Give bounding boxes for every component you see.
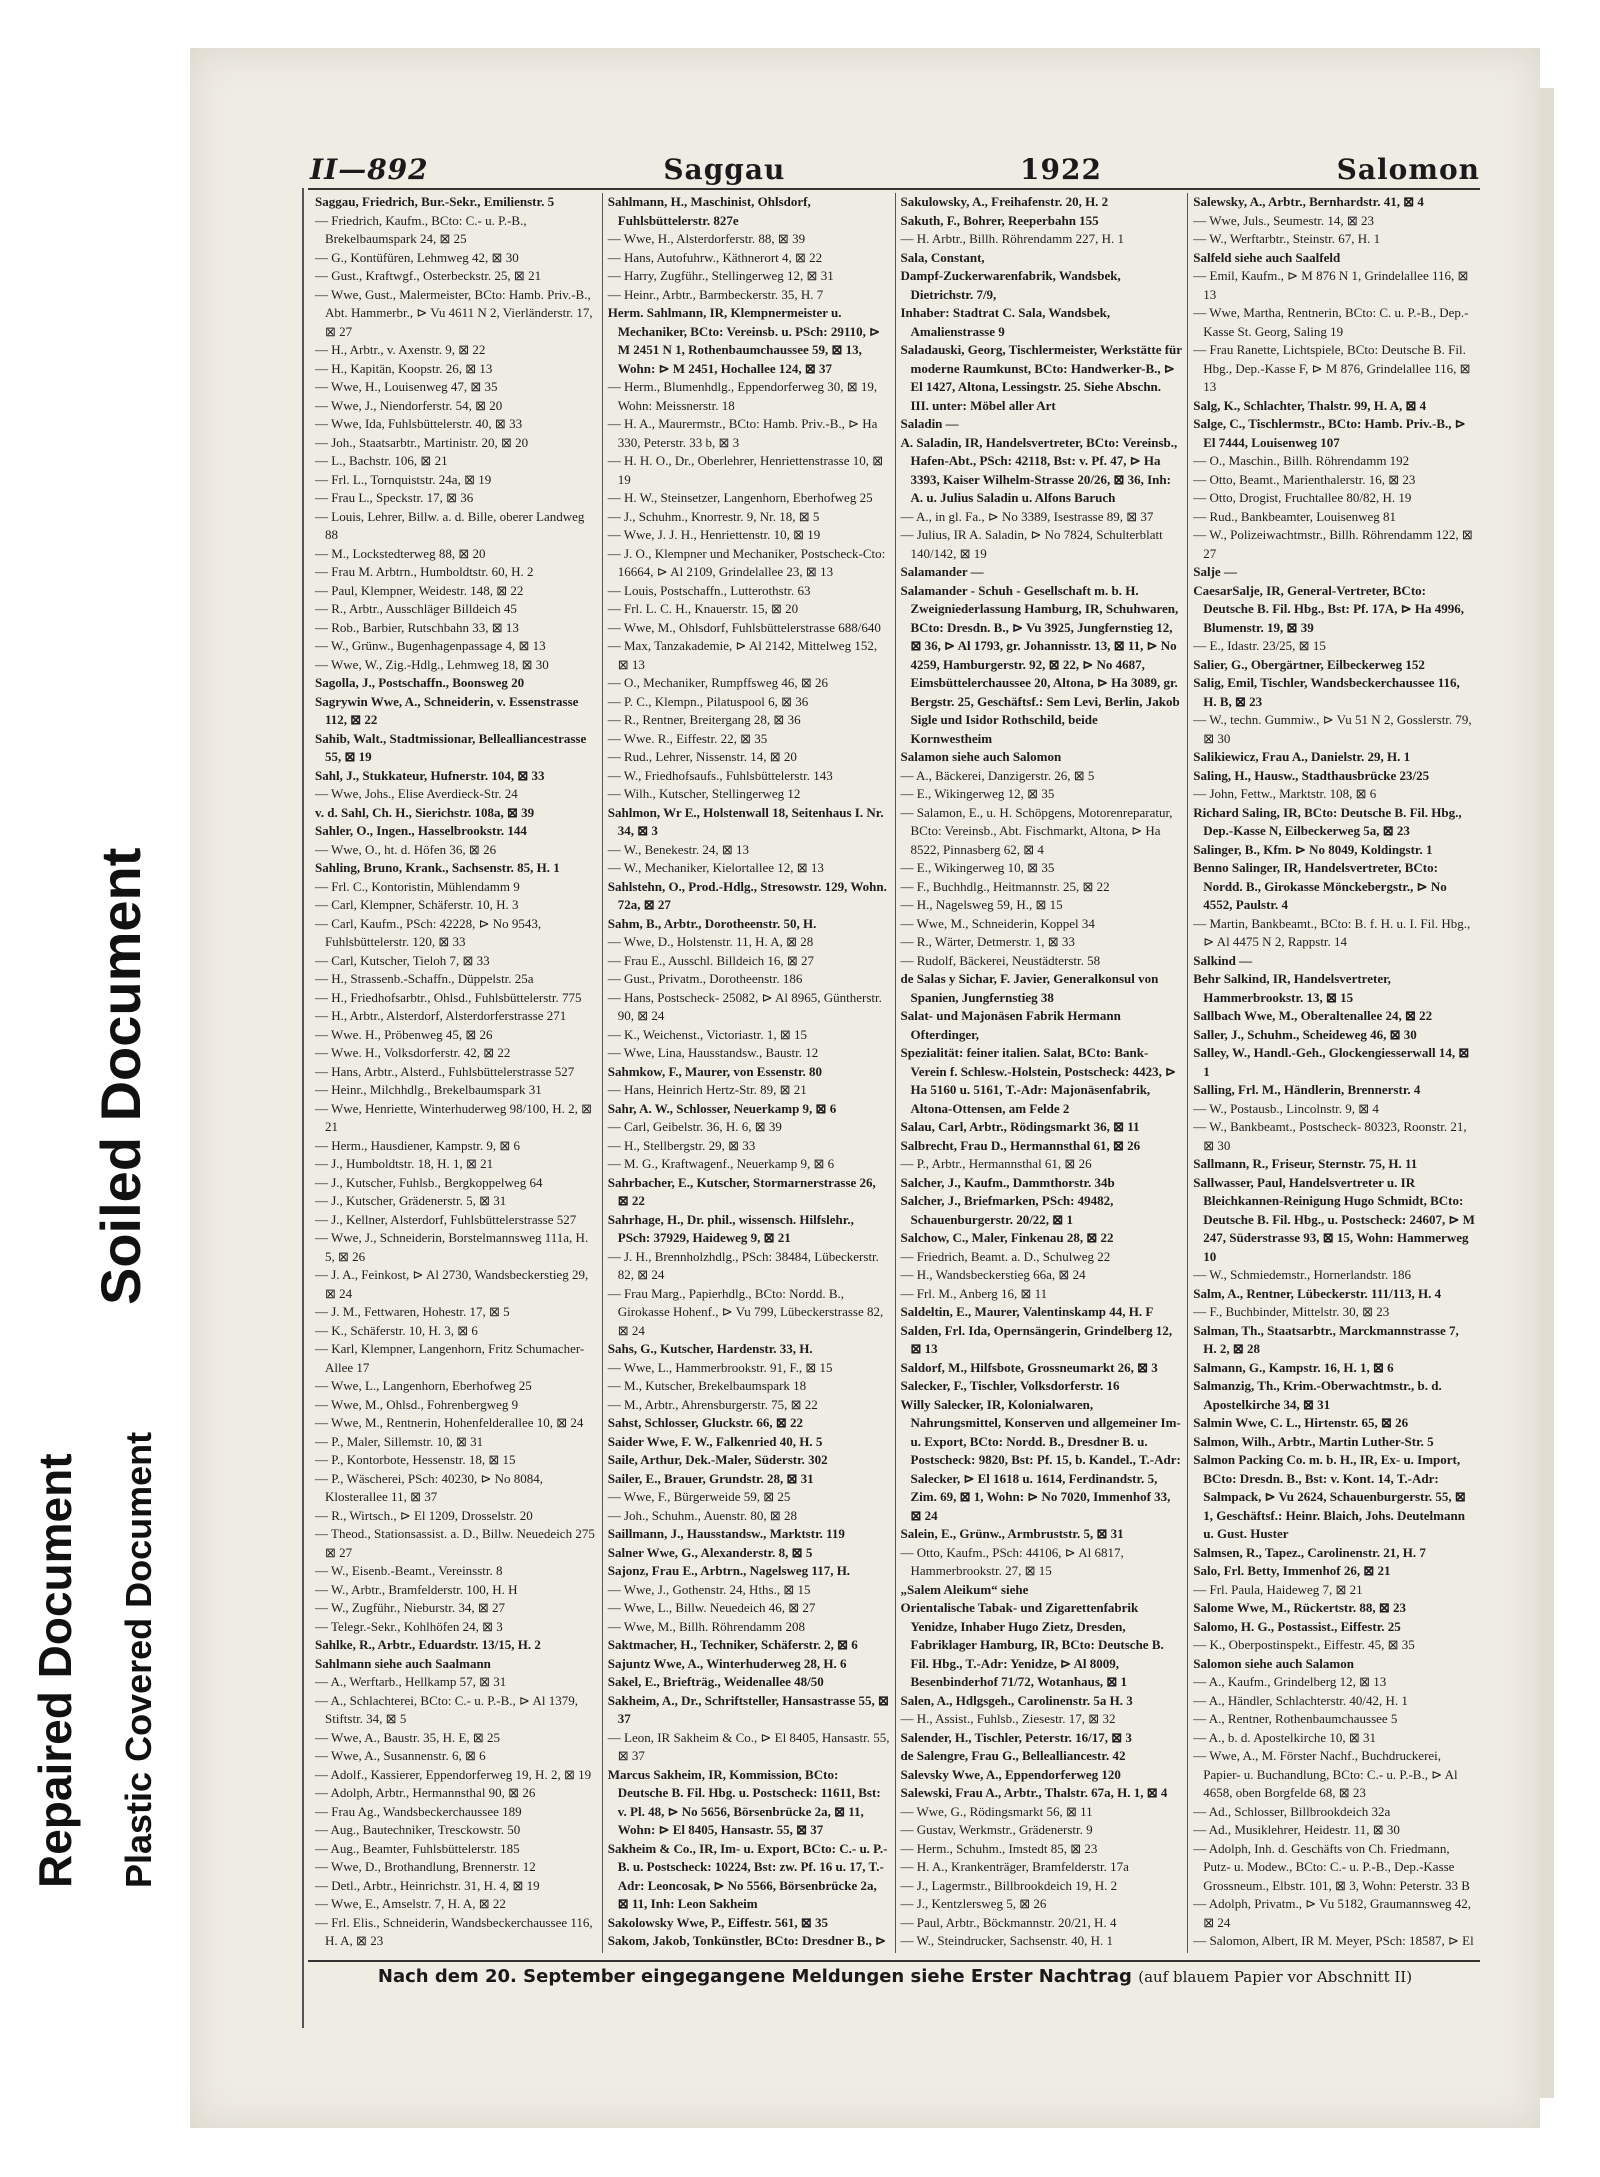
directory-entry: Orientalische Tabak- und Zigarettenfabrik Yenidze, Inhaber Hugo Zietz, Dresden, Fabriklager Hamburg, IR, BCto: Deutsche B. Fil. Hbg., T.-Adr: Yenidze, ⊳ Al 8009, Besenbinderhof 71/72, Wotanhaus, ⊠ 1 bbox=[900, 1600, 1164, 1689]
directory-entry: Sahlmann, H., Maschinist, Ohlsdorf, Fuhlsbüttelerstr. 827e bbox=[607, 194, 811, 228]
directory-entry: — Wwe, M., Billh. Röhrendamm 208 bbox=[607, 1618, 806, 1634]
directory-entry: — H., Kapitän, Koopstr. 26, ⊠ 13 bbox=[315, 360, 493, 376]
directory-entry: — Wwe, A., Baustr. 35, H. E, ⊠ 25 bbox=[315, 1729, 501, 1745]
directory-entry: — H. A., Krankenträger, Bramfelderstr. 17a bbox=[900, 1859, 1129, 1874]
directory-entry: — Frl. L., Tornquiststr. 24a, ⊠ 19 bbox=[315, 471, 492, 487]
directory-entry: Sahlstehn, O., Prod.-Hdlg., Stresowstr. 129, Wohn. 72a, ⊠ 27 bbox=[607, 878, 887, 912]
directory-entry: — Frl. C., Kontoristin, Mühlendamm 9 bbox=[315, 878, 520, 894]
directory-entry: — Ad., Musiklehrer, Heidestr. 11, ⊠ 30 bbox=[1193, 1822, 1400, 1837]
directory-entry: — R., Rentner, Breitergang 28, ⊠ 36 bbox=[607, 712, 801, 727]
directory-entry: Sajuntz Wwe, A., Winterhuderweg 28, H. 6 bbox=[607, 1655, 847, 1671]
directory-entry: — A., Händler, Schlachterstr. 40/42, H. 1 bbox=[1193, 1692, 1408, 1708]
directory-entry: — Wwe, M., Ohlsd., Fohrenbergweg 9 bbox=[315, 1396, 519, 1412]
directory-entry: Sallwasser, Paul, Handelsvertreter u. IR Bleichkannen-Reinigung Hugo Schmidt, BCto: Deutsche B. Fil. Hbg., u. Postscheck: 24607, ⊳ M 247, Süderstrasse 93, ⊠ 15, Wohn: Hammerweg 10 bbox=[1193, 1174, 1475, 1264]
directory-entry: Dampf-Zuckerwarenfabrik, Wandsbek, Dietrichstr. 7/9, bbox=[900, 268, 1121, 302]
directory-entry: Salman, Th., Staatsarbtr., Marckmannstrasse 7, H. 2, ⊠ 28 bbox=[1193, 1322, 1459, 1356]
directory-entry: — H. H. O., Dr., Oberlehrer, Henriettenstrasse 10, ⊠ 19 bbox=[607, 453, 884, 487]
directory-entry: — W., Polizeiwachtmstr., Billh. Röhrendamm 122, ⊠ 27 bbox=[1193, 527, 1473, 561]
directory-entry: Salmin Wwe, C. L., Hirtenstr. 65, ⊠ 26 bbox=[1193, 1415, 1409, 1430]
directory-entry: — Adolf., Kassierer, Eppendorferweg 19, H. 2, ⊠ 19 bbox=[315, 1766, 592, 1782]
directory-entry: — M., Kutscher, Brekelbaumspark 18 bbox=[607, 1378, 807, 1393]
directory-entry: — W., Arbtr., Bramfelderstr. 100, H. H bbox=[315, 1581, 518, 1597]
column-2 bbox=[603, 193, 896, 1953]
directory-entry: Salen, A., Hdlgsgeh., Carolinenstr. 5a H. 3 bbox=[900, 1692, 1133, 1708]
directory-entry: Salamander — bbox=[900, 564, 984, 579]
directory-entry: — Wwe, M., Ohlsdorf, Fuhlsbüttelerstrasse 688/640 bbox=[607, 619, 881, 635]
directory-entry: Salmon, Wilh., Arbtr., Martin Luther-Str. 5 bbox=[1193, 1433, 1434, 1449]
directory-entry: — Adolph, Inh. d. Geschäfts von Ch. Friedmann, Putz- u. Modew., BCto: C.- u. P.-B., Dep.-Kasse Grossneum., Elbstr. 101, ⊠ 3, Wohn: Peterstr. 33 B bbox=[1193, 1840, 1470, 1893]
directory-entry: Sakuth, F., Bohrer, Reeperbahn 155 bbox=[900, 212, 1099, 228]
directory-entry: — Wwe, Lina, Hausstandsw., Baustr. 12 bbox=[607, 1045, 819, 1060]
directory-entry: Sakel, E., Briefträg., Weidenallee 48/50 bbox=[607, 1674, 824, 1689]
directory-entry: Saillmann, J., Hausstandsw., Marktstr. 119 bbox=[607, 1526, 845, 1541]
directory-entry: Salmanzig, Th., Krim.-Oberwachtmstr., b. d. Apostelkirche 34, ⊠ 31 bbox=[1193, 1378, 1442, 1412]
directory-entry: — H. Arbtr., Billh. Röhrendamm 227, H. 1 bbox=[900, 231, 1125, 246]
directory-entry: Salmann, G., Kampstr. 16, H. 1, ⊠ 6 bbox=[1193, 1359, 1394, 1375]
directory-entry: Salau, Carl, Arbtr., Rödingsmarkt 36, ⊠ 11 bbox=[900, 1119, 1140, 1134]
directory-entry: Salomo, H. G., Postassist., Eiffestr. 25 bbox=[1193, 1618, 1401, 1634]
directory-entry: — Herm., Schuhm., Imstedt 85, ⊠ 23 bbox=[900, 1840, 1098, 1856]
directory-entry: Sala, Constant, bbox=[900, 249, 985, 265]
directory-entry: — A., b. d. Apostelkirche 10, ⊠ 31 bbox=[1193, 1729, 1377, 1745]
column-1 bbox=[310, 193, 603, 1953]
directory-entry: — Wwe, L., Billw. Neuedeich 46, ⊠ 27 bbox=[607, 1600, 816, 1615]
directory-entry: — Wwe, Ida, Fuhlsbüttelerstr. 40, ⊠ 33 bbox=[315, 416, 523, 431]
directory-entry: — Frau E., Ausschl. Billdeich 16, ⊠ 27 bbox=[607, 952, 814, 968]
directory-entry: — J., Kentzlersweg 5, ⊠ 26 bbox=[900, 1896, 1047, 1911]
directory-entry: — J. A., Feinkost, ⊳ Al 2730, Wandsbeckerstieg 29, ⊠ 24 bbox=[315, 1267, 589, 1301]
directory-entry: — J., Lagermstr., Billbrookdeich 19, H. 2 bbox=[900, 1877, 1118, 1893]
directory-entry: — Paul, Arbtr., Böckmannstr. 20/21, H. 4 bbox=[900, 1914, 1117, 1930]
directory-entry: Saladauski, Georg, Tischlermeister, Werkstätte für moderne Raumkunst, BCto: Handwerker-B., ⊳ El 1427, Altona, Lessingstr. 25. Siehe Abschn. III. unter: Möbel aller Art bbox=[900, 342, 1182, 413]
directory-entry: — Aug., Beamter, Fuhlsbüttelerstr. 185 bbox=[315, 1840, 520, 1856]
directory-entry: — W., Benekestr. 24, ⊠ 13 bbox=[607, 841, 749, 857]
directory-entry: — Wwe, Juls., Seumestr. 14, ⊠ 23 bbox=[1193, 212, 1374, 228]
directory-entry: Sakheim & Co., IR, Im- u. Export, BCto: C.- u. P.-B. u. Postscheck: 10224, Bst: zw. Pf. 16 u. 17, T.-Adr: Leoncosak, ⊳ No 5566, Börsenbrücke 2a, ⊠ 11, Inh: Leon Sakheim bbox=[607, 1840, 888, 1911]
directory-entry: v. d. Sahl, Ch. H., Sierichstr. 108a, ⊠ 39 bbox=[315, 804, 535, 820]
directory-entry: — Salomon, Albert, IR M. Meyer, PSch: 18587, ⊳ El bbox=[1193, 1933, 1474, 1948]
directory-entry: Sakulowsky, A., Freihafenstr. 20, H. 2 bbox=[900, 194, 1109, 209]
directory-entry: — Karl, Klempner, Langenhorn, Fritz Schumacher-Allee 17 bbox=[315, 1341, 585, 1375]
directory-entry: — W., Friedhofsaufs., Fuhlsbüttelerstr. 143 bbox=[607, 767, 833, 783]
directory-entry: „Salem Aleikum“ siehe bbox=[900, 1581, 1029, 1597]
directory-entry: — H., Strassenb.-Schaffn., Düppelstr. 25a bbox=[315, 971, 534, 986]
directory-entry: — Hans, Autofuhrw., Käthnerort 4, ⊠ 22 bbox=[607, 249, 823, 265]
directory-entry: — Friedrich, Beamt. a. D., Schulweg 22 bbox=[900, 1248, 1111, 1264]
directory-entry: — Wwe, O., ht. d. Höfen 36, ⊠ 26 bbox=[315, 841, 497, 857]
directory-entry: Sahlke, R., Arbtr., Eduardstr. 13/15, H. 2 bbox=[315, 1637, 541, 1652]
directory-entry: — W., Werftarbtr., Steinstr. 67, H. 1 bbox=[1193, 231, 1381, 246]
directory-entry: A. Saladin, IR, Handelsvertreter, BCto: Vereinsb., Hafen-Abt., PSch: 42118, Bst: v. Pf. 47, ⊳ Ha 3393, Kaiser Wilhelm-Strasse 20/26, ⊠ 36, Inh: A. u. Julius Saladin u. Alfons Baruch bbox=[900, 434, 1178, 505]
directory-entry: — Joh., Staatsarbtr., Martinistr. 20, ⊠ 20 bbox=[315, 434, 529, 450]
directory-entry: Richard Saling, IR, BCto: Deutsche B. Fil. Hbg., Dep.-Kasse N, Eilbeckerweg 5a, ⊠ 23 bbox=[1193, 804, 1462, 838]
directory-entry: — F., Buchhdlg., Heitmannstr. 25, ⊠ 22 bbox=[900, 878, 1110, 894]
directory-entry: — J. O., Klempner und Mechaniker, Postscheck-Cto: 16664, ⊳ Al 2109, Grindelallee 23, ⊠ 13 bbox=[607, 545, 886, 579]
directory-entry: — J., Kutscher, Grädenerstr. 5, ⊠ 31 bbox=[315, 1193, 507, 1208]
directory-entry: — John, Fettw., Marktstr. 108, ⊠ 6 bbox=[1193, 786, 1377, 801]
directory-entry: — A., Werftarb., Hellkamp 57, ⊠ 31 bbox=[315, 1674, 507, 1689]
directory-entry: — A., Rentner, Rothenbaumchaussee 5 bbox=[1193, 1711, 1398, 1726]
directory-entry: Sajonz, Frau E., Arbtrn., Nagelsweg 117, H. bbox=[607, 1563, 851, 1578]
directory-entry: Sahs, G., Kutscher, Hardenstr. 33, H. bbox=[607, 1341, 813, 1356]
directory-entry: Sahler, O., Ingen., Hasselbrookstr. 144 bbox=[315, 823, 527, 838]
directory-entry: — Frl. Elis., Schneiderin, Wandsbeckerchaussee 116, H. A, ⊠ 23 bbox=[315, 1914, 593, 1948]
directory-entry: — Paul, Klempner, Weidestr. 148, ⊠ 22 bbox=[315, 582, 524, 598]
directory-entry: — H., Stellbergstr. 29, ⊠ 33 bbox=[607, 1137, 756, 1153]
directory-entry: Sallmann, R., Friseur, Sternstr. 75, H. 11 bbox=[1193, 1156, 1418, 1171]
directory-entry: Salamander - Schuh - Gesellschaft m. b. H. Zweigniederlassung Hamburg, IR, Schuhwaren, BCto: Dresdn. B., ⊳ Vu 3925, Jungfernstieg 12, ⊠ 36, ⊳ Al 1793, gr. Johannisstr. 13, ⊠ 11, ⊳ No 4259, Hamburgerstr. 92, ⊠ 22, ⊳ No 4687, Eimsbüttelerchaussee 20, Altona, ⊳ Ha 3089, gr. Bergstr. 25, Geschäftsf.: Sem Levi, Berlin, Jakob Sigle und Isidor Rothschild, beide Kornwestheim bbox=[900, 582, 1180, 746]
directory-entry: — Telegr.-Sekr., Kohlhöfen 24, ⊠ 3 bbox=[315, 1618, 503, 1634]
directory-entry: — Wwe, J., Niendorferstr. 54, ⊠ 20 bbox=[315, 397, 503, 413]
directory-entry: — H., Arbtr., v. Axenstr. 9, ⊠ 22 bbox=[315, 342, 486, 357]
directory-entry: Behr Salkind, IR, Handelsvertreter, Hammerbrookstr. 13, ⊠ 15 bbox=[1193, 971, 1391, 1005]
directory-entry: — M. G., Kraftwagenf., Neuerkamp 9, ⊠ 6 bbox=[607, 1156, 835, 1171]
directory-entry: Saling, H., Hausw., Stadthausbrücke 23/25 bbox=[1193, 767, 1430, 783]
directory-entry: — Wwe, Martha, Rentnerin, BCto: C. u. P.-B., Dep.-Kasse St. Georg, Saling 19 bbox=[1193, 305, 1469, 339]
directory-entry: — P., Maler, Sillemstr. 10, ⊠ 31 bbox=[315, 1433, 484, 1449]
directory-entry: — Wwe, A., M. Förster Nachf., Buchdruckerei, Papier- u. Buchandlung, BCto: C.- u. P.-B., ⊳ Al 4658, oben Borgfelde 68, ⊠ 23 bbox=[1193, 1748, 1458, 1800]
directory-entry: — W., Steindrucker, Sachsenstr. 40, H. 1 bbox=[900, 1933, 1114, 1948]
directory-entry: Sakolowsky Wwe, P., Eiffestr. 561, ⊠ 35 bbox=[607, 1914, 828, 1930]
directory-entry: — H., Friedhofsarbtr., Ohlsd., Fuhlsbüttelerstr. 775 bbox=[315, 989, 582, 1005]
directory-entry: — H., Assist., Fuhlsb., Ziesestr. 17, ⊠ 32 bbox=[900, 1711, 1116, 1726]
directory-entry: Saller, J., Schuhm., Scheideweg 46, ⊠ 30 bbox=[1193, 1026, 1417, 1042]
directory-entry: Salbrecht, Frau D., Hermannsthal 61, ⊠ 26 bbox=[900, 1137, 1141, 1153]
directory-entry: Sagrywin Wwe, A., Schneiderin, v. Essenstrasse 112, ⊠ 22 bbox=[315, 693, 579, 727]
directory-entry: — Martin, Bankbeamt., BCto: B. f. H. u. I. Fil. Hbg., ⊳ Al 4475 N 2, Rappstr. 14 bbox=[1193, 915, 1471, 949]
directory-entry: — Wwe. H., Pröbenweg 45, ⊠ 26 bbox=[315, 1026, 493, 1042]
directory-entry: — Rud., Lehrer, Nissenstr. 14, ⊠ 20 bbox=[607, 749, 797, 764]
directory-entry: Salge, C., Tischlermstr., BCto: Hamb. Priv.-B., ⊳ El 7444, Louisenweg 107 bbox=[1193, 416, 1466, 450]
directory-entry: — H. W., Steinsetzer, Langenhorn, Eberhofweg 25 bbox=[607, 490, 873, 505]
directory-entry: Salo, Frl. Betty, Immenhof 26, ⊠ 21 bbox=[1193, 1563, 1391, 1578]
directory-entry: Salcher, J., Kaufm., Dammthorstr. 34b bbox=[900, 1174, 1115, 1190]
directory-entry: — Harry, Zugführ., Stellingerweg 12, ⊠ 31 bbox=[607, 268, 834, 283]
directory-entry: — Wwe, L., Langenhorn, Eberhofweg 25 bbox=[315, 1378, 532, 1393]
directory-entry: — J., Kutscher, Fuhlsb., Bergkoppelweg 64 bbox=[315, 1174, 543, 1190]
directory-entry: — H. A., Maurermstr., BCto: Hamb. Priv.-B., ⊳ Ha 330, Peterstr. 33 b, ⊠ 3 bbox=[607, 416, 878, 450]
directory-entry: Salley, W., Handl.-Geh., Glockengiesserwall 14, ⊠ 1 bbox=[1193, 1045, 1470, 1079]
side-labels bbox=[0, 0, 180, 2177]
directory-entry: — H., Nagelsweg 59, H., ⊠ 15 bbox=[900, 897, 1063, 912]
directory-entry: — R., Wirtsch., ⊳ El 1209, Drosselstr. 20 bbox=[315, 1507, 533, 1523]
directory-entry: — Carl, Kutscher, Tieloh 7, ⊠ 33 bbox=[315, 952, 490, 968]
directory-entry: Salender, H., Tischler, Peterstr. 16/17, ⊠ 3 bbox=[900, 1729, 1132, 1745]
directory-entry: — R., Wärter, Detmerstr. 1, ⊠ 33 bbox=[900, 934, 1075, 949]
directory-entry: — O., Mechaniker, Rumpffsweg 46, ⊠ 26 bbox=[607, 675, 829, 690]
directory-entry: Salmsen, R., Tapez., Carolinenstr. 21, H. 7 bbox=[1193, 1544, 1426, 1560]
directory-entry: — Otto, Beamt., Marienthalerstr. 16, ⊠ 23 bbox=[1193, 471, 1416, 487]
directory-entry: Sahlmann siehe auch Saalmann bbox=[315, 1655, 491, 1671]
directory-entry: — P., Arbtr., Hermannsthal 61, ⊠ 26 bbox=[900, 1156, 1092, 1171]
directory-entry: Benno Salinger, IR, Handelsvertreter, BCto: Nordd. B., Girokasse Mönckebergstr., ⊳ No 4552, Paulstr. 4 bbox=[1193, 860, 1447, 912]
directory-entry: — J. H., Brennholzhdlg., PSch: 38484, Lübeckerstr. 82, ⊠ 24 bbox=[607, 1248, 879, 1282]
directory-entry: — Wwe, J. J. H., Henriettenstr. 10, ⊠ 19 bbox=[607, 527, 821, 542]
directory-entry: — Gustav, Werkmstr., Grädenerstr. 9 bbox=[900, 1822, 1093, 1837]
header-year: 1922 bbox=[1020, 153, 1102, 186]
directory-entry: Saladin — bbox=[900, 416, 959, 431]
header-rule bbox=[308, 188, 1480, 190]
directory-entry: Sakheim, A., Dr., Schriftsteller, Hansastrasse 55, ⊠ 37 bbox=[607, 1692, 889, 1726]
directory-entry: — Frau Ag., Wandsbeckerchaussee 189 bbox=[315, 1803, 522, 1819]
footer-main-text: Nach dem 20. September eingegangene Meldungen siehe Erster Nachtrag bbox=[377, 1966, 1132, 1987]
directory-entry: — Wwe, H., Louisenweg 47, ⊠ 35 bbox=[315, 379, 498, 394]
column-4 bbox=[1188, 193, 1480, 1953]
directory-entry: Saider Wwe, F. W., Falkenried 40, H. 5 bbox=[607, 1433, 823, 1449]
directory-entry: — Wwe, E., Amselstr. 7, H. A, ⊠ 22 bbox=[315, 1896, 506, 1911]
directory-entry: Salden, Frl. Ida, Opernsängerin, Grindelberg 12, ⊠ 13 bbox=[900, 1322, 1173, 1356]
directory-entry: — Theod., Stationsassist. a. D., Billw. Neuedeich 275 ⊠ 27 bbox=[315, 1526, 595, 1560]
directory-entry: — Wwe, Johs., Elise Averdieck-Str. 24 bbox=[315, 786, 518, 801]
directory-entry: — Wwe, G., Rödingsmarkt 56, ⊠ 11 bbox=[900, 1803, 1093, 1819]
directory-entry: — Wwe. R., Eiffestr. 22, ⊠ 35 bbox=[607, 730, 768, 746]
directory-entry: Sahm, B., Arbtr., Dorotheenstr. 50, H. bbox=[607, 915, 817, 931]
directory-entry: — Carl, Kaufm., PSch: 42228, ⊳ No 9543, Fuhlsbüttelerstr. 120, ⊠ 33 bbox=[315, 915, 542, 949]
directory-entry: — K., Oberpostinspekt., Eiffestr. 45, ⊠ 35 bbox=[1193, 1637, 1415, 1652]
repaired-document-label: Repaired Document bbox=[29, 1453, 81, 1888]
directory-entry: — Louis, Lehrer, Billw. a. d. Bille, oberer Landweg 88 bbox=[315, 508, 585, 542]
directory-entry: Sagolla, J., Postschaffn., Boonsweg 20 bbox=[315, 675, 525, 690]
directory-entry: — Frl. M., Anberg 16, ⊠ 11 bbox=[900, 1285, 1048, 1301]
directory-entry: — W., Grünw., Bugenhagenpassage 4, ⊠ 13 bbox=[315, 638, 546, 653]
directory-entry: — Hans, Heinrich Hertz-Str. 89, ⊠ 21 bbox=[607, 1082, 807, 1097]
directory-entry: Sallbach Wwe, M., Oberaltenallee 24, ⊠ 22 bbox=[1193, 1008, 1433, 1023]
directory-entry: Sahst, Schlosser, Gluckstr. 66, ⊠ 22 bbox=[607, 1415, 803, 1430]
directory-entry: Salje — bbox=[1193, 564, 1237, 579]
directory-entry: — W., Mechaniker, Kielortallee 12, ⊠ 13 bbox=[607, 860, 824, 875]
directory-entry: — W., Zugführ., Nieburstr. 34, ⊠ 27 bbox=[315, 1600, 505, 1615]
directory-entry: — Rud., Bankbeamter, Louisenweg 81 bbox=[1193, 508, 1396, 524]
directory-entry: Salkind — bbox=[1193, 952, 1253, 968]
directory-entry: — A., Kaufm., Grindelberg 12, ⊠ 13 bbox=[1193, 1674, 1387, 1689]
directory-entry: — J., Humboldtstr. 18, H. 1, ⊠ 21 bbox=[315, 1156, 494, 1171]
directory-entry: — E., Wikingerweg 10, ⊠ 35 bbox=[900, 860, 1055, 875]
directory-entry: Salchow, C., Maler, Finkenau 28, ⊠ 22 bbox=[900, 1230, 1114, 1245]
directory-entry: Salecker, F., Tischler, Volksdorferstr. 16 bbox=[900, 1378, 1120, 1393]
directory-page bbox=[190, 48, 1540, 2128]
directory-entry: — Heinr., Arbtr., Barmbeckerstr. 35, H. 7 bbox=[607, 286, 824, 302]
directory-entry: — Herm., Blumenhdlg., Eppendorferweg 30, ⊠ 19, Wohn: Meissnerstr. 18 bbox=[607, 379, 878, 413]
directory-entry: — Gust., Kraftwgf., Osterbeckstr. 25, ⊠ 21 bbox=[315, 268, 542, 283]
directory-entry: Sahl, J., Stukkateur, Hufnerstr. 104, ⊠ 33 bbox=[315, 767, 545, 783]
directory-entry: — Friedrich, Kaufm., BCto: C.- u. P.-B., Brekelbaumspark 24, ⊠ 25 bbox=[315, 212, 527, 246]
page-header bbox=[310, 136, 1480, 186]
directory-entry: — Joh., Schuhm., Auenstr. 80, ⊠ 28 bbox=[607, 1507, 798, 1523]
directory-entry: — Wwe, D., Holstenstr. 11, H. A, ⊠ 28 bbox=[607, 934, 814, 949]
directory-entry: Sahmkow, F., Maurer, von Essenstr. 80 bbox=[607, 1063, 823, 1079]
directory-entry: CaesarSalje, IR, General-Vertreter, BCto: Deutsche B. Fil. Hbg., Bst: Pf. 17A, ⊳ Ha 4996, Blumenstr. 19, ⊠ 39 bbox=[1193, 582, 1465, 635]
footer-note bbox=[310, 1966, 1480, 1987]
directory-entry: — Aug., Bautechniker, Tresckowstr. 50 bbox=[315, 1822, 521, 1837]
directory-entry: — W., Bankbeamt., Postscheck- 80323, Roonstr. 21, ⊠ 30 bbox=[1193, 1119, 1467, 1153]
directory-entry: — Detl., Arbtr., Heinrichstr. 31, H. 4, ⊠ 19 bbox=[315, 1877, 540, 1893]
directory-entry: Salikiewicz, Frau A., Danielstr. 29, H. 1 bbox=[1193, 749, 1411, 764]
directory-entry: — Louis, Postschaffn., Lutterothstr. 63 bbox=[607, 582, 811, 598]
left-margin-rule bbox=[302, 188, 304, 2028]
directory-entry: Salg, K., Schlachter, Thalstr. 99, H. A, ⊠ 4 bbox=[1193, 397, 1427, 413]
directory-columns bbox=[310, 193, 1480, 1953]
directory-entry: — A., Bäckerei, Danzigerstr. 26, ⊠ 5 bbox=[900, 767, 1095, 783]
directory-entry: Saldeltin, E., Maurer, Valentinskamp 44, H. F bbox=[900, 1304, 1154, 1319]
directory-entry: Marcus Sakheim, IR, Kommission, BCto: Deutsche B. Fil. Hbg. u. Postscheck: 11611, Bst: v. Pl. 48, ⊳ No 5656, Börsenbrücke 2a, ⊠ 11, Wohn: ⊳ El 8405, Hansastr. 55, ⊠ 37 bbox=[607, 1766, 881, 1837]
directory-entry: — Wilh., Kutscher, Stellingerweg 12 bbox=[607, 786, 801, 801]
directory-entry: — J. M., Fettwaren, Hohestr. 17, ⊠ 5 bbox=[315, 1304, 510, 1319]
directory-entry: Salcher, J., Briefmarken, PSch: 49482, Schauenburgerstr. 20/22, ⊠ 1 bbox=[900, 1193, 1114, 1227]
directory-entry: — Wwe, M., Schneiderin, Koppel 34 bbox=[900, 915, 1095, 931]
directory-entry: — Wwe, M., Rentnerin, Hohenfelderallee 10, ⊠ 24 bbox=[315, 1415, 584, 1430]
directory-entry: — Otto, Drogist, Fruchtallee 80/82, H. 19 bbox=[1193, 490, 1412, 505]
directory-entry: — Frau L., Speckstr. 17, ⊠ 36 bbox=[315, 490, 474, 505]
directory-entry: — Frau Marg., Papierhdlg., BCto: Nordd. B., Girokasse Hohenf., ⊳ Vu 799, Lübeckerstrasse 82, ⊠ 24 bbox=[607, 1285, 884, 1338]
directory-entry: — Wwe, A., Susannenstr. 6, ⊠ 6 bbox=[315, 1748, 486, 1763]
directory-entry: — Julius, IR A. Saladin, ⊳ No 7824, Schulterblatt 140/142, ⊠ 19 bbox=[900, 527, 1163, 561]
directory-entry: — L., Bachstr. 106, ⊠ 21 bbox=[315, 453, 448, 468]
footer-rule bbox=[308, 1960, 1480, 1962]
directory-entry: — A., Schlachterei, BCto: C.- u. P.-B., ⊳ Al 1379, Stiftstr. 34, ⊠ 5 bbox=[315, 1692, 578, 1726]
header-first-name: Saggau bbox=[663, 153, 786, 186]
directory-entry: — Wwe, H., Alsterdorferstr. 88, ⊠ 39 bbox=[607, 231, 806, 246]
directory-entry: Salomon siehe auch Salamon bbox=[1193, 1655, 1354, 1671]
directory-entry: Sahrhage, H., Dr. phil., wissensch. Hilfslehr., PSch: 37929, Haideweg 9, ⊠ 21 bbox=[607, 1211, 854, 1245]
directory-entry: Sahib, Walt., Stadtmissionar, Bellealliancestrasse 55, ⊠ 19 bbox=[315, 730, 587, 764]
directory-entry: — Adolph, Privatm., ⊳ Vu 5182, Graumannsweg 42, ⊠ 24 bbox=[1193, 1896, 1472, 1930]
directory-entry: Sahling, Bruno, Krank., Sachsenstr. 85, H. 1 bbox=[315, 860, 560, 875]
directory-entry: Salmon Packing Co. m. b. H., IR, Ex- u. Import, BCto: Dresdn. B., Bst: v. Kont. 14, T.-Adr: Salmpack, ⊳ Vu 2624, Schauenburgerstr. 55, ⊠ 1, Geschäftsf.: Heinr. Blaich, Johs. Deutelmann u. Gust. Huster bbox=[1193, 1452, 1466, 1541]
directory-entry: — Max, Tanzakademie, ⊳ Al 2142, Mittelweg 152, ⊠ 13 bbox=[607, 638, 878, 672]
directory-entry: — M., Arbtr., Ahrensburgerstr. 75, ⊠ 22 bbox=[607, 1396, 818, 1412]
directory-entry: Salling, Frl. M., Händlerin, Brennerstr. 4 bbox=[1193, 1082, 1421, 1097]
soiled-document-label: Soiled Document bbox=[89, 847, 152, 1305]
directory-entry: — Frl. L. C. H., Knauerstr. 15, ⊠ 20 bbox=[607, 601, 799, 616]
directory-entry: Saldorf, M., Hilfsbote, Grossneumarkt 26, ⊠ 3 bbox=[900, 1359, 1158, 1375]
directory-entry: Salein, E., Grünw., Armbruststr. 5, ⊠ 31 bbox=[900, 1526, 1124, 1541]
directory-entry: — E., Wikingerweg 12, ⊠ 35 bbox=[900, 786, 1055, 801]
directory-entry: — Herm., Hausdiener, Kampstr. 9, ⊠ 6 bbox=[315, 1137, 520, 1153]
directory-entry: Saggau, Friedrich, Bur.-Sekr., Emilienstr. 5 bbox=[315, 194, 555, 209]
directory-entry: Herm. Sahlmann, IR, Klempnermeister u. Mechaniker, BCto: Vereinsb. u. PSch: 29110, ⊳ M 2451 N 1, Rothenbaumchaussee 59, ⊠ 13, Wohn: ⊳ M 2451, Hochallee 124, ⊠ 37 bbox=[607, 305, 880, 376]
directory-entry: Salfeld siehe auch Saalfeld bbox=[1193, 249, 1341, 265]
directory-entry: — Leon, IR Sakheim & Co., ⊳ El 8405, Hansastr. 55, ⊠ 37 bbox=[607, 1729, 890, 1763]
plastic-covered-label: Plastic Covered Document bbox=[118, 1431, 159, 1888]
directory-entry: — Rudolf, Bäckerei, Neustädterstr. 58 bbox=[900, 952, 1101, 968]
directory-entry: — G., Kontüfüren, Lehmweg 42, ⊠ 30 bbox=[315, 249, 519, 265]
directory-entry: Sailer, E., Brauer, Grundstr. 28, ⊠ 31 bbox=[607, 1470, 814, 1486]
directory-entry: — M., Lockstedterweg 88, ⊠ 20 bbox=[315, 545, 486, 561]
directory-entry: — P., Wäscherei, PSch: 40230, ⊳ No 8084, Klosterallee 11, ⊠ 37 bbox=[315, 1470, 544, 1504]
directory-entry: — Wwe, L., Hammerbrookstr. 91, F., ⊠ 15 bbox=[607, 1359, 833, 1375]
directory-entry: Willy Salecker, IR, Kolonialwaren, Nahrungsmittel, Konserven und allgemeiner Im- u. Export, BCto: Nordd. B., Dresdner B. u. Postscheck: 9820, Bst: Pf. 15, b. Kandel., T.-Adr: Salecker, ⊳ El 1618 u. 1614, Ferdinandstr. 5, Zim. 69, ⊠ 1, Wohn: ⊳ No 7020, Immenhof 33, ⊠ 24 bbox=[900, 1396, 1181, 1523]
directory-entry: — Wwe, J., Gothenstr. 24, Hths., ⊠ 15 bbox=[607, 1581, 811, 1597]
column-3 bbox=[896, 193, 1189, 1953]
directory-entry: — Salamon, E., u. H. Schöpgens, Motorenreparatur, BCto: Vereinsb., Abt. Fischmarkt, Altona, ⊳ Ha 8522, Pinnasberg 62, ⊠ 4 bbox=[900, 804, 1173, 857]
directory-entry: Sahlmon, Wr E., Holstenwall 18, Seitenhaus I. Nr. 34, ⊠ 3 bbox=[607, 804, 884, 838]
footer-small-text: (auf blauem Papier vor Abschnitt II) bbox=[1138, 1968, 1413, 1986]
directory-entry: — Wwe. H., Volksdorferstr. 42, ⊠ 22 bbox=[315, 1045, 511, 1060]
directory-entry: — J., Schuhm., Knorrestr. 9, Nr. 18, ⊠ 5 bbox=[607, 508, 820, 524]
directory-entry: de Salengre, Frau G., Bellealliancestr. 42 bbox=[900, 1748, 1126, 1763]
directory-entry: — O., Maschin., Billh. Röhrendamm 192 bbox=[1193, 453, 1410, 468]
directory-entry bbox=[315, 1951, 597, 1954]
directory-entry: Salat- und Majonäsen Fabrik Hermann Ofterdinger, bbox=[900, 1008, 1121, 1042]
directory-entry: — E., Idastr. 23/25, ⊠ 15 bbox=[1193, 638, 1326, 653]
directory-entry: de Salas y Sichar, F. Javier, Generalkonsul von Spanien, Jungfernstieg 38 bbox=[900, 971, 1159, 1005]
directory-entry: — Wwe, J., Schneiderin, Borstelmannsweg 111a, H. 5, ⊠ 26 bbox=[315, 1230, 589, 1264]
directory-entry: Inhaber: Stadtrat C. Sala, Wandsbek, Amalienstrasse 9 bbox=[900, 305, 1111, 339]
directory-entry: — K., Weichenst., Victoriastr. 1, ⊠ 15 bbox=[607, 1026, 807, 1042]
directory-entry: — Hans, Postscheck- 25082, ⊳ Al 8965, Güntherstr. 90, ⊠ 24 bbox=[607, 989, 882, 1023]
directory-entry: Salinger, B., Kfm. ⊳ No 8049, Koldingstr. 1 bbox=[1193, 841, 1433, 857]
directory-entry: Salner Wwe, G., Alexanderstr. 8, ⊠ 5 bbox=[607, 1544, 813, 1560]
directory-entry: — Frl. Paula, Haideweg 7, ⊠ 21 bbox=[1193, 1581, 1363, 1597]
directory-entry: — Frau Ranette, Lichtspiele, BCto: Deutsche B. Fil. Hbg., Dep.-Kasse F, ⊳ M 876, Grindelallee 116, ⊠ 13 bbox=[1193, 342, 1471, 394]
directory-entry: — J., Kellner, Alsterdorf, Fuhlsbüttelerstrasse 527 bbox=[315, 1211, 577, 1227]
directory-entry: — H., Wandsbeckerstieg 66a, ⊠ 24 bbox=[900, 1267, 1086, 1282]
directory-entry: — Wwe, Henriette, Winterhuderweg 98/100, H. 2, ⊠ 21 bbox=[315, 1100, 593, 1134]
directory-entry: Salm, A., Rentner, Lübeckerstr. 111/113, H. 4 bbox=[1193, 1285, 1442, 1301]
directory-entry: — Rob., Barbier, Rutschbahn 33, ⊠ 13 bbox=[315, 619, 519, 635]
directory-entry: — P., Kontorbote, Hessenstr. 18, ⊠ 15 bbox=[315, 1452, 516, 1467]
directory-entry: — Carl, Geibelstr. 36, H. 6, ⊠ 39 bbox=[607, 1119, 782, 1134]
directory-entry: — Hans, Arbtr., Alsterd., Fuhlsbüttelerstrasse 527 bbox=[315, 1063, 575, 1079]
directory-entry: — A., in gl. Fa., ⊳ No 3389, Isestrasse 89, ⊠ 37 bbox=[900, 508, 1154, 524]
directory-entry: — Carl, Klempner, Schäferstr. 10, H. 3 bbox=[315, 897, 519, 912]
directory-entry: — Wwe, Gust., Malermeister, BCto: Hamb. Priv.-B., Abt. Hammerbr., ⊳ Vu 4611 N 2, Vierländerstr. 17, ⊠ 27 bbox=[315, 286, 593, 339]
directory-entry: — Frau M. Arbtrn., Humboldtstr. 60, H. 2 bbox=[315, 564, 534, 579]
directory-entry: — W., Postausb., Lincolnstr. 9, ⊠ 4 bbox=[1193, 1100, 1379, 1116]
directory-entry: — Wwe, W., Zig.-Hdlg., Lehmweg 18, ⊠ 30 bbox=[315, 656, 549, 672]
directory-entry: — P. C., Klempn., Pilatuspool 6, ⊠ 36 bbox=[607, 693, 809, 709]
directory-entry: — K., Schäferstr. 10, H. 3, ⊠ 6 bbox=[315, 1322, 478, 1338]
directory-entry: — Ad., Schlosser, Billbrookdeich 32a bbox=[1193, 1803, 1391, 1819]
directory-entry: — Gust., Privatm., Dorotheenstr. 186 bbox=[607, 971, 803, 986]
directory-entry: Spezialität: feiner italien. Salat, BCto: Bank-Verein f. Schlesw.-Holstein, Postscheck: 4423, ⊳ Ha 5160 u. 5161, T.-Adr: Majonäsenfabrik, Altona-Ottensen, am Felde 2 bbox=[900, 1045, 1176, 1116]
page-number: II—892 bbox=[310, 153, 429, 186]
directory-entry: — W., techn. Gummiw., ⊳ Vu 51 N 2, Gosslerstr. 79, ⊠ 30 bbox=[1193, 712, 1472, 746]
directory-entry: Salevsky Wwe, A., Eppendorferweg 120 bbox=[900, 1766, 1121, 1782]
directory-entry: Sahrbacher, E., Kutscher, Stormarnerstrasse 26, ⊠ 22 bbox=[607, 1174, 876, 1208]
directory-entry: Sahr, A. W., Schlosser, Neuerkamp 9, ⊠ 6 bbox=[607, 1100, 837, 1116]
directory-entry: — R., Arbtr., Ausschläger Billdeich 45 bbox=[315, 601, 517, 616]
directory-entry: — Adolph, Arbtr., Hermannsthal 90, ⊠ 26 bbox=[315, 1785, 536, 1800]
directory-entry: — Heinr., Milchhdlg., Brekelbaumspark 31 bbox=[315, 1082, 542, 1097]
header-last-name: Salomon bbox=[1336, 153, 1480, 186]
directory-entry: Salewsky, A., Arbtr., Bernhardstr. 41, ⊠ 4 bbox=[1193, 194, 1424, 209]
directory-entry: Saktmacher, H., Techniker, Schäferstr. 2, ⊠ 6 bbox=[607, 1637, 858, 1652]
directory-entry: Saile, Arthur, Dek.-Maler, Süderstr. 302 bbox=[607, 1452, 828, 1467]
directory-entry: — W., Eisenb.-Beamt., Vereinsstr. 8 bbox=[315, 1563, 503, 1578]
directory-entry: — F., Buchbinder, Mittelstr. 30, ⊠ 23 bbox=[1193, 1304, 1390, 1319]
directory-entry: Salier, G., Obergärtner, Eilbeckerweg 152 bbox=[1193, 656, 1425, 672]
directory-entry: — W., Schmiedemstr., Hornerlandstr. 186 bbox=[1193, 1267, 1411, 1282]
directory-entry: Salamon siehe auch Salomon bbox=[900, 749, 1062, 764]
directory-entry: Salome Wwe, M., Rückertstr. 88, ⊠ 23 bbox=[1193, 1600, 1406, 1615]
directory-entry: — Emil, Kaufm., ⊳ M 876 N 1, Grindelallee 116, ⊠ 13 bbox=[1193, 268, 1469, 302]
directory-entry: — Wwe, D., Brothandlung, Brennerstr. 12 bbox=[315, 1859, 536, 1874]
directory-entry: Salig, Emil, Tischler, Wandsbeckerchaussee 116, H. B, ⊠ 23 bbox=[1193, 675, 1460, 709]
directory-entry: — Wwe, F., Bürgerweide 59, ⊠ 25 bbox=[607, 1489, 791, 1504]
directory-entry: Sakom, Jakob, Tonkünstler, BCto: Dresdner B., ⊳ bbox=[607, 1933, 887, 1948]
directory-entry: — H., Arbtr., Alsterdorf, Alsterdorferstrasse 271 bbox=[315, 1008, 567, 1023]
directory-entry: — Otto, Kaufm., PSch: 44106, ⊳ Al 6817, Hammerbrookstr. 27, ⊠ 15 bbox=[900, 1544, 1124, 1578]
directory-entry: Salewski, Frau A., Arbtr., Thalstr. 67a, H. 1, ⊠ 4 bbox=[900, 1785, 1168, 1800]
